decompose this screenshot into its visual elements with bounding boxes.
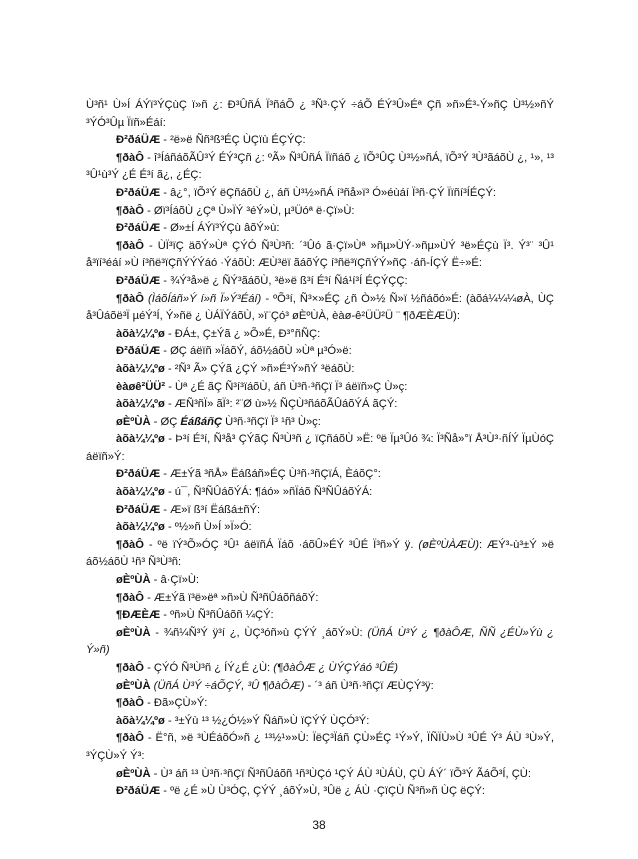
paragraph xyxy=(86,519,554,537)
paragraph xyxy=(86,730,554,765)
paragraph xyxy=(86,466,554,484)
paragraph-text: - Ðã»ÇÙ»Ý: xyxy=(143,697,208,710)
paragraph-text: - ²Ñ³ Ã» ÇÝã ¿ÇÝ »ñ»É³Ý»ñÝ ³ëáõÙ: xyxy=(164,362,355,375)
paragraph xyxy=(86,431,554,466)
stage-direction: (øÈºÙÀÆÙ) xyxy=(418,538,479,551)
paragraph xyxy=(86,414,554,432)
paragraph-text: - Ø»±Í ÁÝï³ÝÇù âõÝ»ù: xyxy=(160,222,280,235)
document-body xyxy=(86,97,554,801)
paragraph xyxy=(86,537,554,572)
paragraph xyxy=(86,238,554,273)
paragraph xyxy=(86,185,554,203)
stage-direction: (ÜñÁ Ù³Ý ÷áÕÇÝ, ³Û ¶ðàÔÆ) xyxy=(153,679,305,692)
paragraph xyxy=(86,291,554,326)
paragraph xyxy=(86,590,554,608)
paragraph-text: - ¾ñ¼Ñ³Ý ÿ³í ¿, ÙÇ³óñ»ù ÇÝÝ ¸áõÝ»Ù: xyxy=(150,626,368,639)
speaker-name: ¶ðàÔ xyxy=(116,239,144,252)
paragraph xyxy=(86,326,554,344)
paragraph-text: - ºë ¿É »Ù Ù³ÓÇ, ÇÝÝ ¸áõÝ»Ù, ³Ûë ¿ ÁÙ ·ÇïÇÙ Ñ³ñ»ñ ÙÇ ëÇÝ: xyxy=(160,785,485,798)
paragraph xyxy=(86,572,554,590)
paragraph-text: - â·Çï»Ù: xyxy=(150,574,200,587)
paragraph-text: - ²ë»ë Ññ³ß³ÉÇ ÙÇïù ÉÇÝÇ: xyxy=(160,134,306,147)
speaker-name: Ð²ðáÜÆ xyxy=(116,186,161,199)
speaker-name: àõà¼¼ºø xyxy=(116,327,165,340)
speaker-name: ¶ðàÔ xyxy=(116,591,144,604)
speaker-name: àõà¼¼ºø xyxy=(116,362,165,375)
speaker-name: àõà¼¼ºø xyxy=(116,521,165,534)
paragraph xyxy=(86,502,554,520)
speaker-name: àõà¼¼ºø xyxy=(116,398,165,411)
paragraph xyxy=(86,379,554,397)
speaker-name: Ð²ðáÜÆ xyxy=(116,785,161,798)
paragraph-text: - ÐÁ±, Ç±Ýã ¿ »Õ»É, Ð³°ñÑÇ: xyxy=(164,327,321,340)
speaker-name: Ð²ðáÜÆ xyxy=(116,134,161,147)
paragraph xyxy=(86,695,554,713)
paragraph-text: - º½»ñ Ù»Í »Ï»Ó: xyxy=(164,521,252,534)
speaker-name: Ð²ðáÜÆ xyxy=(116,468,161,481)
speaker-name: øÈºÙÀ xyxy=(116,415,151,428)
paragraph-text: - Ùª ¿É ãÇ Ñ³í³ïáõÙ, áñ Ù³ñ·³ñÇï Ï³ áëïñ»Ç Ù»ç: xyxy=(165,380,408,393)
paragraph-text-continued: : ÆÝ³-ù³±Ý »ë áõ½áõÙ ¹ñ³ Ñ³Ù³ñ: xyxy=(86,538,555,569)
speaker-name: ¶ðàÔ xyxy=(116,538,144,551)
paragraph-text: - î³ÍáñáõÃÛ³Ý ÉÝ³Çñ ¿: ºÃ» Ñ³ÛñÁ Ïïñáõ ¿ ïÕ³ÛÇ Ù³½»ñÁ, ïÕ³Ý ³Ù³ãáõÙ ¿, ¹», ¹³ ³Û¹ù³Ý ¿É É³í ã¿, ¿ÉÇ: xyxy=(86,151,554,182)
emphasis-text: ÉáßáñÇ xyxy=(180,415,223,428)
paragraph-text: - Ù³ áñ ¹³ Ù³ñ·³ñÇï Ñ³ñÛáõñ ¹ñ³ÙÇó ¹ÇÝ ÁÙ ³ÙÁÙ, ÇÙ ÁÝ´ ïÕ³Ý ÃáÕ³Í, ÇÙ: xyxy=(150,767,531,780)
speaker-name: Ð²ðáÜÆ xyxy=(116,345,161,358)
speaker-name: øÈºÙÀ xyxy=(116,679,151,692)
paragraph-text: - Þ³í É³í, Ñ³å³ ÇÝãÇ Ñ³Ù³ñ ¿ ïÇñáõÙ »Ë: ºë Ïµ³Ûó ¾: Ï³Ñå»°ï Å³Ù³·ñÍÝ ÏµÙóÇ áëïñ»Ý: xyxy=(86,433,554,463)
paragraph xyxy=(86,343,554,361)
speaker-name: ¶ðàÔ xyxy=(116,204,144,217)
speaker-name: ¶ðàÔ xyxy=(116,697,144,710)
paragraph-text: - Øï³ÍáõÙ ¿Çª Ù»ÏÝ ³éÝ»Ù, µ³Üóª ë·Çï»Ù: xyxy=(143,204,355,217)
paragraph xyxy=(86,678,554,696)
paragraph xyxy=(86,625,554,660)
speaker-name: ¶ðàÔ xyxy=(116,662,144,674)
paragraph xyxy=(86,220,554,238)
speaker-name: Ð²ðáÜÆ xyxy=(116,503,161,516)
paragraph-text: - Æ±Ýã ³ñÅ» Ëáßáñ»ÉÇ Ù³ñ·³ñÇïÁ, ÈáõÇ°: xyxy=(160,468,381,481)
page-number: 38 xyxy=(312,818,326,832)
paragraph xyxy=(86,273,554,291)
paragraph xyxy=(86,361,554,379)
stage-direction: (ÌáõÍáñ»Ý í»ñ Ï»Ý³Éáí) xyxy=(148,292,262,305)
paragraph-text: - Æ»ï ß³í Ëáßá±ñÝ: xyxy=(160,503,261,516)
paragraph-text: - ¾Ý³å»ë ¿ ÑÝ³ãáõÙ, ³ë»ë ß³í É³í Ñá¹í³Í ÉÇÝÇÇ: xyxy=(160,274,408,287)
paragraph-text-continued: Ù³ñ·³ñÇï Ï³ ¹ñ³ Ù»ç: xyxy=(222,415,321,428)
speaker-name: øÈºÙÀ xyxy=(116,626,151,639)
speaker-name: ¶ðàÔ xyxy=(116,151,144,164)
paragraph-text: - ³±Ýù ¹³ ½¿Ó½»Ý Ñáñ»Ù ïÇÝÝ ÙÇÓ³Ý: xyxy=(164,714,370,727)
paragraph-text: - ºë ïÝ³Õ»ÓÇ ³Û¹ áëïñÁ Ïáõ ·áõÛ»ÉÝ ³ÛÉ Ï³ñ»Ý ÿ. xyxy=(143,538,419,551)
paragraph xyxy=(86,783,554,801)
speaker-name: àõà¼¼ºø xyxy=(116,486,165,499)
paragraph-text-continued: - ´³ áñ Ù³ñ·³ñÇï ÆÙÇÝ³ÿ: xyxy=(304,679,434,692)
paragraph xyxy=(86,203,554,221)
paragraph-text: - Æ±Ýã ï³ë»ëª »ñ»Ù Ñ³ñÛáõñáõÝ: xyxy=(143,591,319,604)
speaker-name: Ð²ðáÜÆ xyxy=(116,274,161,287)
paragraph-text: - ÇÝÓ Ñ³Ù³ñ ¿ ÍÝ¿É ¿Ù: xyxy=(143,662,274,674)
paragraph-text: - ºñ»Ù Ñ³ñÛáõñ ¼ÇÝ: xyxy=(160,609,274,622)
paragraph-text-continued: - ºÕ³í, Ñ³×»ÉÇ ¿ñ Ò»½ Ñ»ï ½ñáõó»É: (àõá¼¼¼øÀ, ÙÇ å³Ûáõë³Ï µéÝ³Í, Ý»ñë ¿ ÙÁÏÝáõÙ, »ï¨Çó³ øÈºÙÀ, èàø-ê²ÜÜ²Ü ¨ ¶ðÆÈÆÜ): xyxy=(86,292,554,323)
paragraph xyxy=(86,484,554,502)
speaker-name: Ð²ðáÜÆ xyxy=(116,222,161,235)
paragraph xyxy=(86,607,554,625)
paragraph-text: - ØÇ áëïñ »ÏáõÝ, áõ½áõÙ »Ùª µ³Ó»ë: xyxy=(160,345,352,358)
stage-direction: (¶ðàÔÆ ¿ ÙÝÇÝáó ³ÛÉ) xyxy=(273,662,399,674)
paragraph-text: - â¿°, ïÕ³Ý ëÇñáõÙ ¿, áñ Ù³½»ñÁ í³ñå»ï³ Ó»éùáí Ï³ñ·ÇÝ Ïïñí³ÍÉÇÝ: xyxy=(160,186,497,199)
speaker-name: èàøê²ÜÜ² xyxy=(116,380,166,393)
paragraph-text: - ØÇ xyxy=(150,415,181,428)
speaker-name: øÈºÙÀ xyxy=(116,574,151,587)
speaker-name: ¶ðàÔ xyxy=(116,732,144,745)
paragraph-text: - ÙÏ³ïÇ äõÝ»Ùª ÇÝÓ Ñ³Ù³ñ: ´³Ûó ã·Çï»Ùª »ñµ»ÙÝ·»ñµ»ÙÝ ³ë»ÉÇù Ï³. Ý³¨ ³Û¹ å³ïí³éáí »Ù í³ñë³ïÇñÝÝÝáó ·ÝáõÙ: ÆÙ³ëï ãáõÝÇ í³ñë³ïÇñÝÝ»ñÇ ·áñ-ÍÇÝ Ë÷»É: xyxy=(86,239,554,270)
paragraph xyxy=(86,150,554,185)
paragraph xyxy=(86,132,554,150)
stage-direction: (ÜñÁ Ù³Ý ¿ ¶ðàÔÆ, ÑÑ ¿ÉÙ»Ýù ¿ Ý»ñ) xyxy=(86,626,554,657)
speaker-name: àõà¼¼ºø xyxy=(116,714,165,727)
paragraph-text: Ù³ñ¹ Ù»Í ÁÝï³ÝÇùÇ ï»ñ ¿: Ð³ÛñÁ Ï³ñáÕ ¿ ³Ñ³·ÇÝ ÷áÕ ÉÝ³Û»Éª Çñ »ñ»É³-Ý»ñÇ Ù³½»ñÝ ³ÝÓ³Ûµ Ïïñ»Éáí: xyxy=(86,99,554,129)
paragraph xyxy=(86,713,554,731)
paragraph xyxy=(86,766,554,784)
speaker-name: àõà¼¼ºø xyxy=(116,433,165,446)
speaker-name: ¶ðàÔ xyxy=(116,292,144,305)
speaker-name: ¶ÐÆÈÆ xyxy=(116,609,161,622)
paragraph-text: - ú¯, Ñ³ÑÛáõÝÁ: ¶áó» »ñÏáõ Ñ³ÑÛáõÝÁ: xyxy=(164,486,373,499)
paragraph xyxy=(86,660,554,678)
paragraph xyxy=(86,97,554,132)
paragraph xyxy=(86,396,554,414)
speaker-name: øÈºÙÀ xyxy=(116,767,151,780)
paragraph-text: - Ë°ñ, »ë ³ÙÉáõÓ»ñ ¿ ¹³½¹»»Ù: ÏëÇ³Ïáñ ÇÙ»ÉÇ ¹Ý»Ý, ÏÑÏÙ»Ù ³ÛÉ Ý³ ÁÙ ³Ù»Ý, ³ÝÇÙ»Ý Ý³: xyxy=(86,732,554,762)
paragraph-text: - ÆÑ³ñÏ» ãÏ³: ²¨Ø ù»½ ÑÇÙ³ñáõÃÛáõÝÁ ãÇÝ: xyxy=(164,398,398,411)
